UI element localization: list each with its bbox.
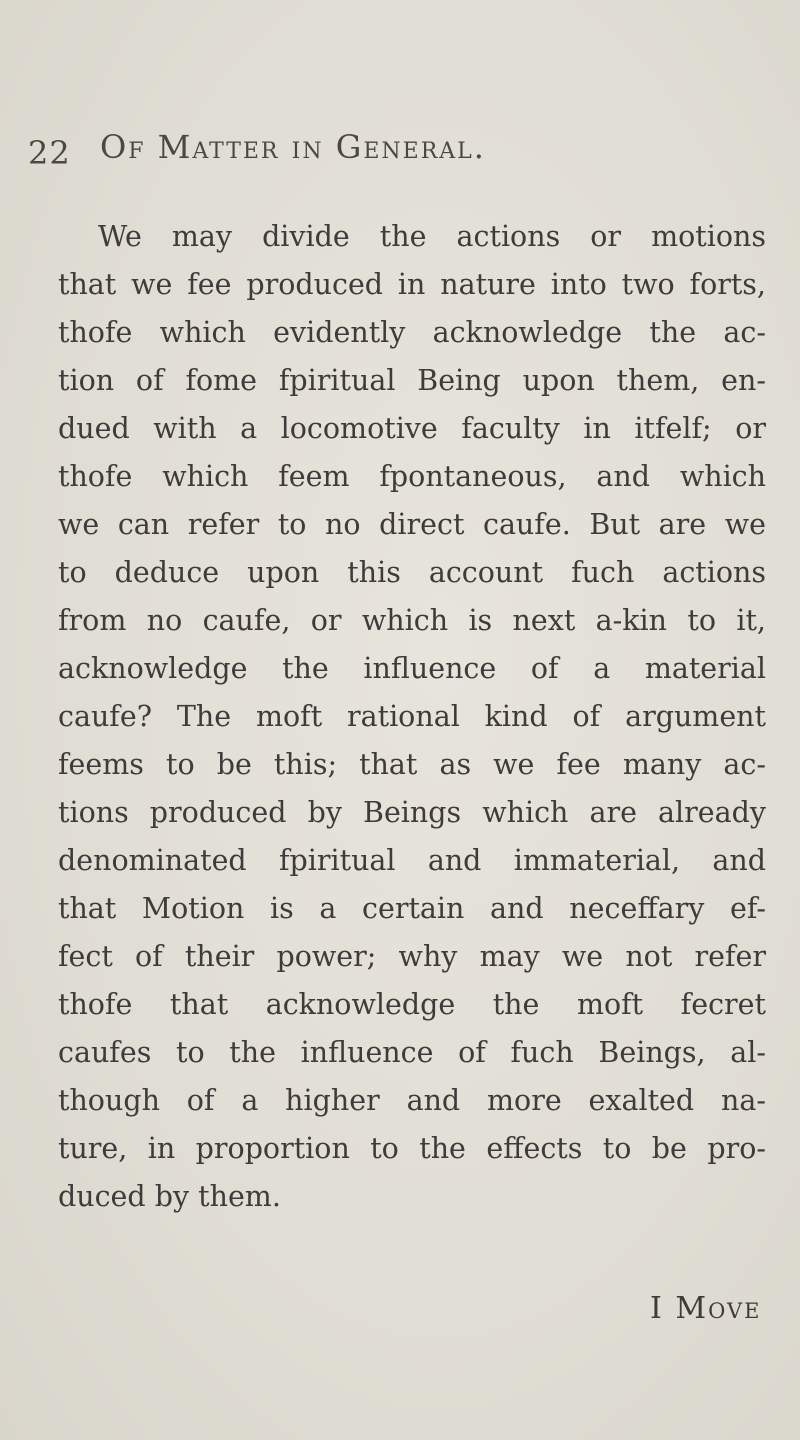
text-line: though of a higher and more exalted na- [58, 1084, 766, 1117]
text-line: to deduce upon this account fuch actions [58, 556, 766, 589]
text-line: that Motion is a certain and neceffary ef- [58, 892, 766, 925]
text-line: caufes to the influence of fuch Beings, al- [58, 1036, 766, 1069]
text-line: thofe that acknowledge the moft fecret [58, 988, 766, 1021]
text-line: acknowledge the influence of a material [58, 652, 766, 685]
text-line: thofe which evidently acknowledge the ac- [58, 316, 766, 349]
text-line: thofe which feem fpontaneous, and which [58, 460, 766, 493]
page-number: 22 [28, 134, 71, 172]
running-title: Of Matter in General. [100, 128, 486, 166]
text-line: fect of their power; why may we not refer [58, 940, 766, 973]
text-line: denominated fpiritual and immaterial, and [58, 844, 766, 877]
text-line: feems to be this; that as we fee many ac- [58, 748, 766, 781]
text-line: We may divide the actions or motions [98, 220, 766, 253]
running-head [28, 128, 768, 180]
text-line: tion of fome fpiritual Being upon them, en- [58, 364, 766, 397]
text-line: we can refer to no direct caufe. But are we [58, 508, 766, 541]
text-line: caufe? The moft rational kind of argument [58, 700, 766, 733]
text-line: from no caufe, or which is next a-kin to it, [58, 604, 766, 637]
catchword: I Move [650, 1291, 762, 1326]
text-line: tions produced by Beings which are already [58, 796, 766, 829]
text-line: dued with a locomotive faculty in itfelf; or [58, 412, 766, 445]
text-line: that we fee produced in nature into two forts, [58, 268, 766, 301]
text-line: ture, in proportion to the effects to be pro- [58, 1132, 766, 1165]
text-line: duced by them. [58, 1180, 281, 1213]
